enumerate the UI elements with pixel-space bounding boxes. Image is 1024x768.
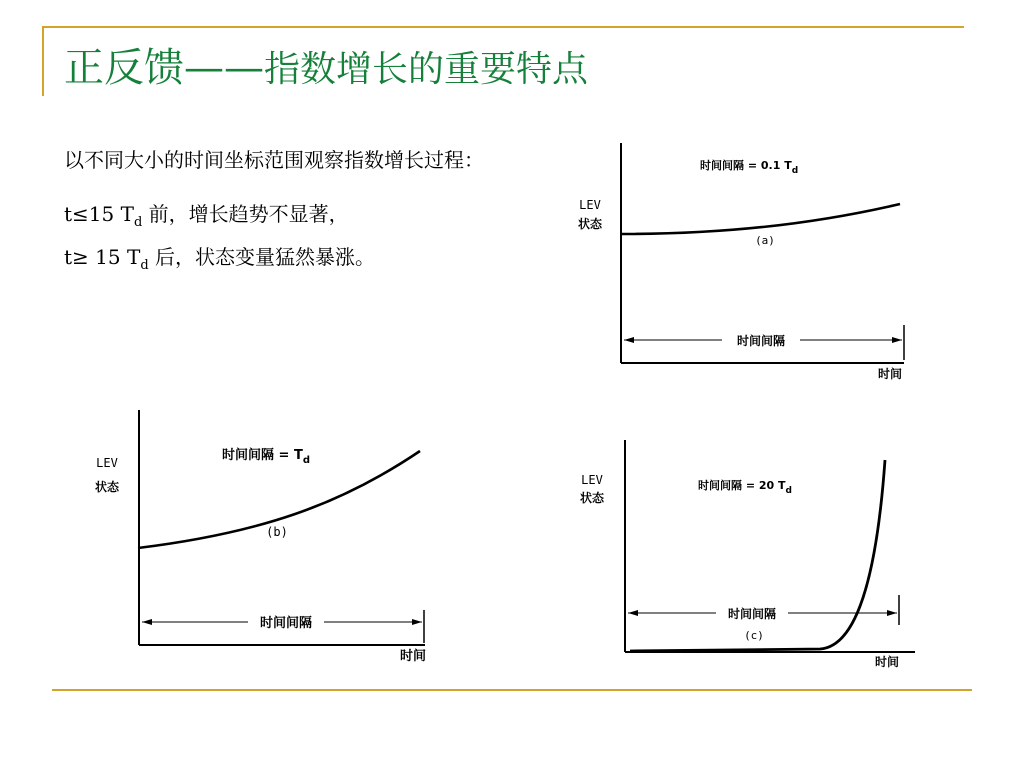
interval-label: 时间间隔 = 0.1 $T_d$ bbox=[700, 159, 799, 176]
y-label-lev: LEV bbox=[96, 456, 118, 470]
intro-text: 以不同大小的时间坐标范围观察指数增长过程： bbox=[64, 148, 484, 172]
left-rule bbox=[42, 26, 44, 96]
figure-c bbox=[570, 430, 930, 680]
figure-caption: (b) bbox=[266, 525, 288, 539]
y-label-state: 状态 bbox=[94, 480, 120, 494]
arrow-label: 时间间隔 bbox=[727, 607, 777, 621]
slide-title bbox=[64, 40, 588, 98]
y-label-lev: LEV bbox=[579, 198, 601, 212]
y-label-state: 状态 bbox=[579, 491, 605, 505]
interval-label: 时间间隔 = 20 $T_d$ bbox=[698, 479, 792, 496]
point-after: t≥ 15 $T_d$ 后，状态变量猛然暴涨。 bbox=[64, 245, 375, 273]
title-sub: 指数增长的重要特点 bbox=[264, 49, 589, 90]
figure-caption: (a) bbox=[755, 234, 775, 247]
growth-curve bbox=[622, 204, 900, 234]
point-before: t≤15 $T_d$ 前，增长趋势不显著， bbox=[64, 202, 349, 230]
arrow-left-head bbox=[624, 337, 634, 343]
y-label-state: 状态 bbox=[577, 217, 603, 231]
x-label-time: 时间 bbox=[877, 367, 903, 381]
arrow-left-head bbox=[142, 619, 152, 625]
x-label-time: 时间 bbox=[399, 649, 427, 664]
arrow-label: 时间间隔 bbox=[259, 616, 313, 631]
figure-b bbox=[80, 405, 440, 670]
bottom-rule bbox=[52, 689, 972, 691]
interval-label: 时间间隔 = $T_d$ bbox=[222, 448, 310, 466]
figure-caption: (c) bbox=[744, 629, 764, 642]
arrow-right-head bbox=[412, 619, 422, 625]
arrow-right-head bbox=[887, 610, 897, 616]
y-label-lev: LEV bbox=[581, 473, 603, 487]
arrow-left-head bbox=[628, 610, 638, 616]
arrow-label: 时间间隔 bbox=[736, 334, 786, 348]
body-text bbox=[64, 144, 504, 278]
figure-a bbox=[560, 135, 920, 385]
top-rule bbox=[42, 26, 964, 28]
arrow-right-head bbox=[892, 337, 902, 343]
x-label-time: 时间 bbox=[874, 655, 900, 669]
title-main: 正反馈—— bbox=[64, 45, 264, 91]
